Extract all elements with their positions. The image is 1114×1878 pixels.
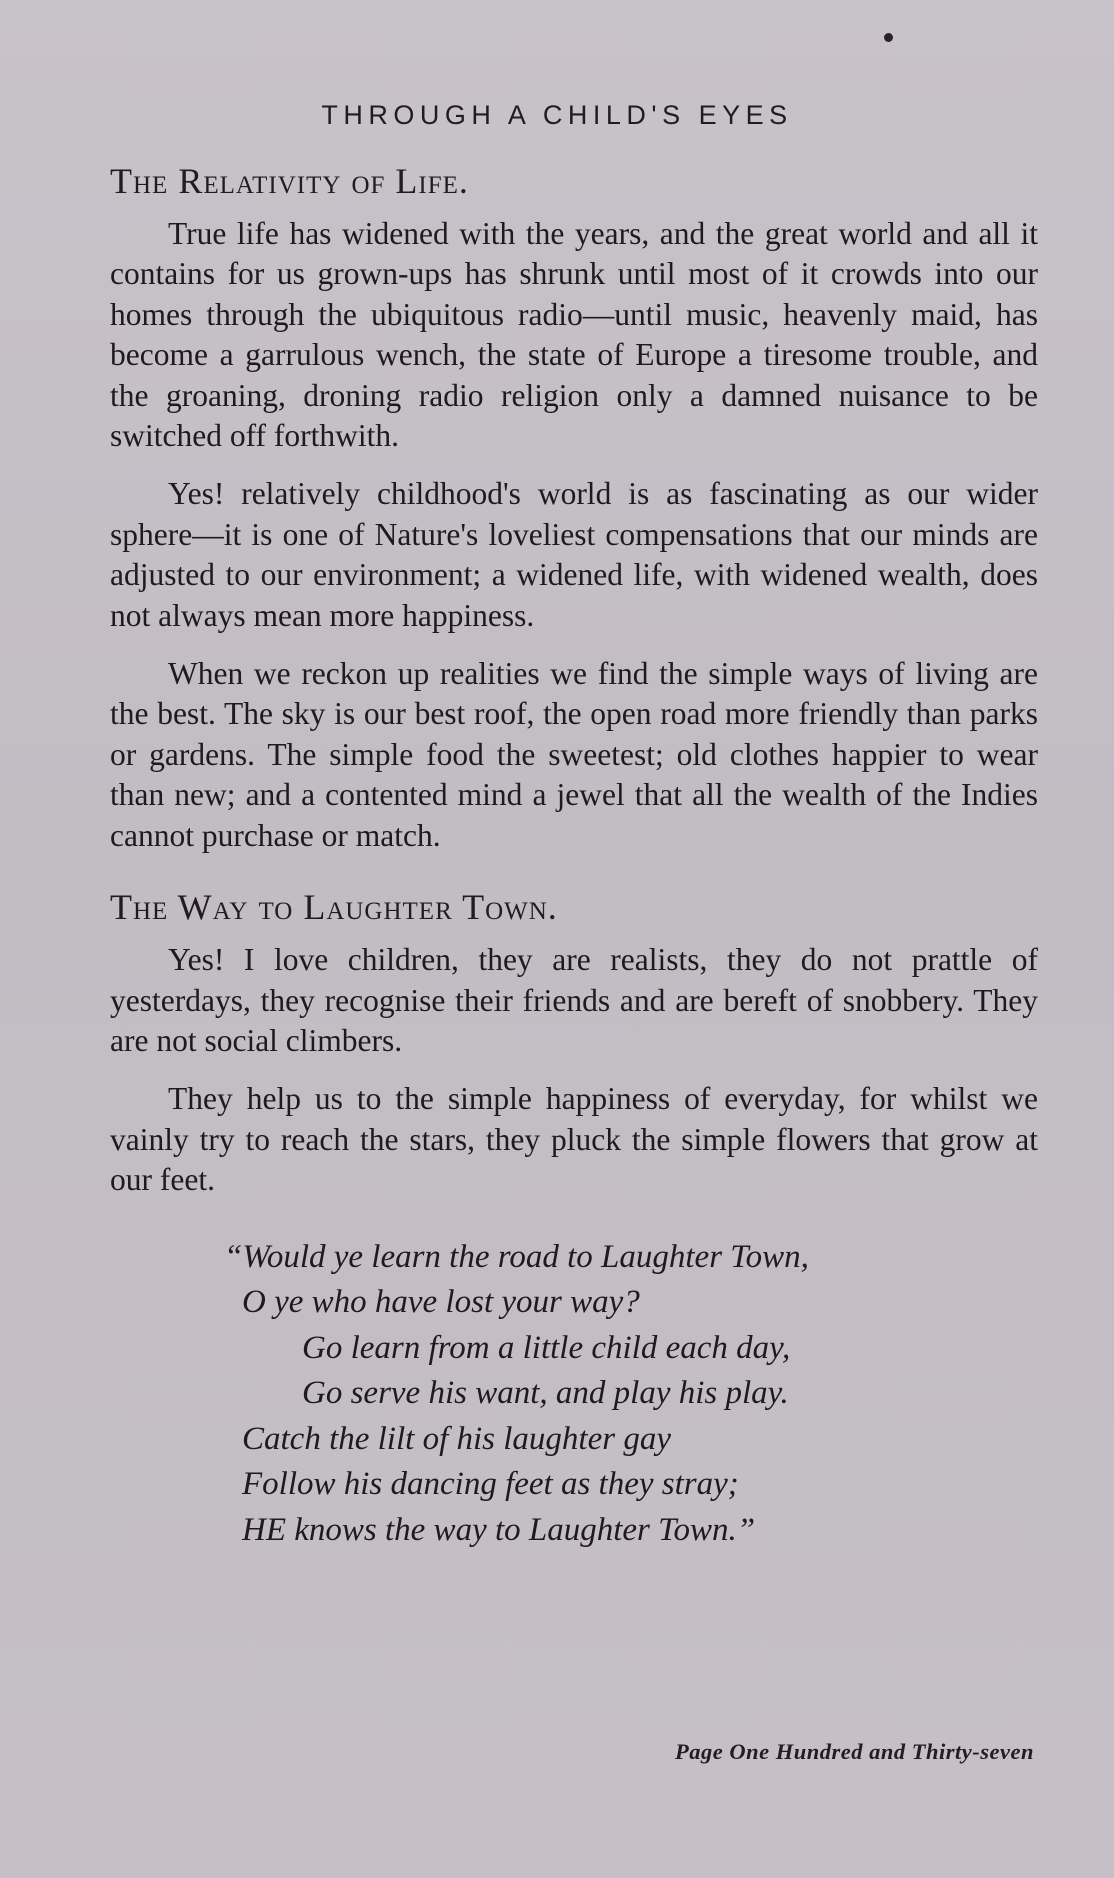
- poem-line: Follow his dancing feet as they stray;: [242, 1466, 739, 1503]
- running-head: THROUGH A CHILD'S EYES: [321, 100, 793, 130]
- page-content: [110, 160, 1038, 1553]
- poem-line: HE knows the way to Laughter Town.”: [242, 1511, 756, 1548]
- poem-line: “Would ye learn the road to Laughter Town,: [224, 1238, 809, 1275]
- poem-line: Go serve his want, and play his play.: [302, 1375, 789, 1412]
- page-number-footer: Page One Hundred and Thirty-seven: [675, 1739, 1034, 1764]
- paragraph: Yes! I love children, they are realists, they do not prattle of yesterdays, they recognise their friends and are bereft of snobbery. They are not social climbers.: [110, 942, 1038, 1058]
- section-title-laughter-town: The Way to Laughter Town.: [110, 887, 558, 928]
- paragraph: When we reckon up realities we find the simple ways of living are the best. The sky is our best roof, the open road more friendly than parks or gardens. The simple food the sweetest; old clothes happier to wear than new; and a contented mind a jewel that all the wealth of the Indies cannot purchase or match.: [110, 656, 1038, 853]
- paragraph: Yes! relatively childhood's world is as fascinating as our wider sphere—it is one of Nature's loveliest compensations that our minds are adjusted to our environment; a widened life, with widened wealth, does not always mean more happiness.: [110, 476, 1038, 633]
- paragraph: They help us to the simple happiness of everyday, for whilst we vainly try to reach the stars, they pluck the simple flowers that grow at our feet.: [110, 1081, 1038, 1198]
- section-title-relativity: The Relativity of Life.: [110, 161, 469, 201]
- poem-line: Catch the lilt of his laughter gay: [242, 1420, 671, 1457]
- poem-line: O ye who have lost your way?: [242, 1284, 640, 1321]
- paragraph: True life has widened with the years, and the great world and all it contains for us grown-ups has shrunk until most of it crowds into our homes through the ubiquitous radio—until music, heavenly maid, has become a garrulous wench, the state of Europe a tiresome trouble, and the groaning, droning radio religion only a damned nuisance to be switched off forthwith.: [110, 216, 1038, 454]
- poem-line: Go learn from a little child each day,: [302, 1329, 791, 1366]
- poem: [224, 1235, 1038, 1554]
- ink-speck: [884, 33, 893, 42]
